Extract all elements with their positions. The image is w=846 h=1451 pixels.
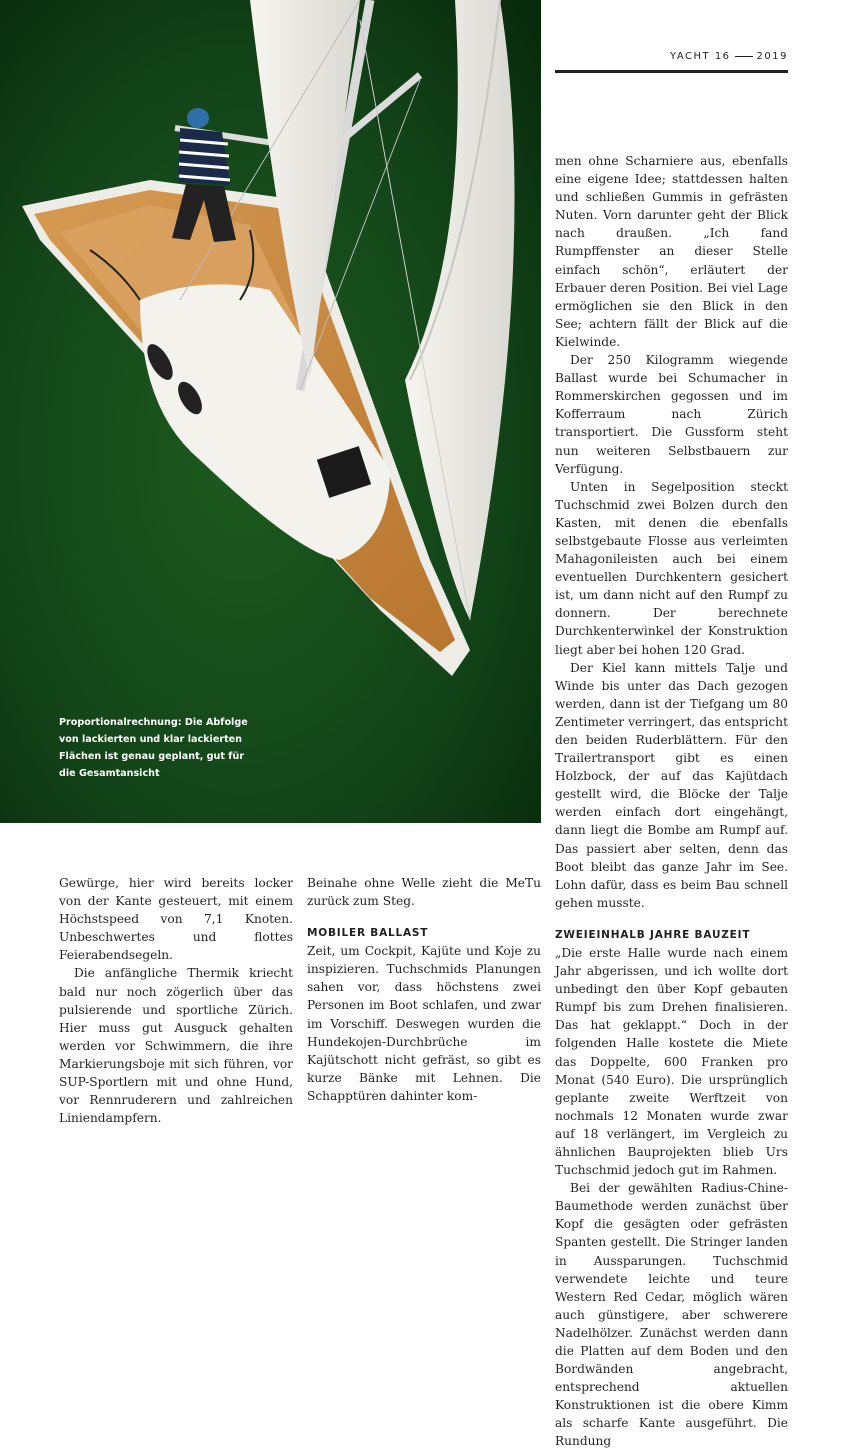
boat-illustration [0, 0, 541, 823]
paragraph: Bei der gewählten Radius-Chine-Baumethode werden zunächst über Kopf die gesägten oder gefrästen Spanten gestellt. Die Stringer landen in Aussparungen. Tuchschmid verwendete leichte und teure Western Red Cedar, möglich wären auch günstigere, aber schwerere Nadelhölzer. Zunächst werden dann die Platten auf dem Boden und den Bordwänden angebracht, entsprechend aktuellen Konstruktionen ist die obere Kimm als scharfe Kante ausgeführt. Die Rundung [555, 1181, 788, 1449]
section-heading: MOBILER BALLAST [307, 927, 429, 940]
running-head [670, 51, 788, 62]
boat-photo [0, 0, 541, 823]
paragraph: Zeit, um Cockpit, Kajüte und Koje zu inspizieren. Tuchschmids Planungen sahen vor, dass höchstens zwei Personen im Boot schlafen, und zwar im Vorschiff. Deswegen wurden die Hundekojen-Durchbrüche im Kajütschott nicht gefräst, so gibt es kurze Bänke mit Lehnen. Die Schapptüren dahinter kom- [307, 944, 541, 1103]
paragraph: men ohne Scharniere aus, ebenfalls eine eigene Idee; stattdessen halten und schließen Gummis in gefrästen Nuten. Vorn darunter geht der Blick nach draußen. „Ich fand Rumpffenster an dieser Stelle einfach schön“, erläutert der Erbauer deren Position. Bei viel Lage ermöglichen sie den Blick in den See; achtern fällt der Blick auf die Kielwinde. [555, 154, 788, 349]
paragraph: „Die erste Halle wurde nach einem Jahr abgerissen, und ich wollte dort unbedingt den über Kopf gebauten Rumpf bis zum Drehen finalisieren. Das hat geklappt.“ Doch in der folgenden Halle kostete die Miete das Doppelte, 600 Franken pro Monat (540 Euro). Die ursprünglich geplante zweite Werftzeit von nochmals 12 Monaten wurde zwar auf 18 verlängert, im Vergleich zu ähnlichen Bauprojekten blieb Urs Tuchschmid jedoch gut im Rahmen. [555, 945, 788, 1178]
header-rule [555, 70, 788, 73]
section-heading: ZWEIEINHALB JAHRE BAUZEIT [555, 928, 751, 941]
paragraph: Die anfängliche Thermik kriecht bald nur noch zögerlich über das pulsierende und sportliche Zürich. Hier muss gut Ausguck gehalten werden vor Schwimmern, die ihre Markierungsboje mit sich führen, vor SUP-Sportlern mit und ohne Hund, vor Rennruderern und zahlreichen Liniendampfern. [59, 966, 293, 1126]
paragraph: Der Kiel kann mittels Talje und Winde bis unter das Dach gezogen werden, dann ist der Tiefgang um 80 Zentimeter verringert, das entspricht den beiden Ruderblättern. Für den Trailertransport gibt es einen Holzbock, der auf das Kajütdach gestellt wird, die Blöcke der Talje werden einfach dort eingehängt, dann liegt die Bombe am Rumpf auf. Das passiert aber selten, denn das Boot bleibt das ganze Jahr im See. Lohn dafür, dass es beim Bau schnell gehen musste. [555, 660, 788, 910]
paragraph: Beinahe ohne Welle zieht die MeTu zurück zum Steg. [307, 876, 541, 909]
publication-name: YACHT 16 [670, 51, 731, 62]
paragraph: Der 250 Kilogramm wiegende Ballast wurde bei Schumacher in Rommerskirchen gegossen und im Kofferraum nach Zürich transportiert. Die Gussform steht nun weiteren Selbstbauern zur Verfügung. [555, 353, 788, 476]
paragraph: Gewürge, hier wird bereits locker von der Kante gesteuert, mit einem Höchstspeed von 7,1 Knoten. Unbeschwertes und flottes Feierabendsegeln. [59, 876, 293, 963]
spacer [307, 910, 541, 924]
bottom-middle-column [307, 874, 541, 1105]
caption-lead: Proportionalrechnung: [59, 717, 182, 728]
header-dash [735, 56, 753, 57]
right-column [555, 152, 788, 1451]
publication-year: 2019 [756, 51, 788, 62]
paragraph: Unten in Segelposition steckt Tuchschmid zwei Bolzen durch den Kasten, mit denen die ebenfalls selbstgebaute Flosse aus verleimten Mahagonileisten auch bei einem eventuellen Durchkentern gesichert ist, um dann nicht auf den Rumpf zu donnern. Der berechnete Durchkenterwinkel der Konstruktion liegt aber bei hohen 120 Grad. [555, 479, 788, 657]
spacer [555, 912, 788, 926]
caption-text: Die Abfolge von lackierten und klar lackierten Flächen ist genau geplant, gut für die Gesamtansicht [59, 717, 248, 779]
photo-caption [59, 714, 264, 782]
bottom-left-column [59, 874, 293, 1127]
